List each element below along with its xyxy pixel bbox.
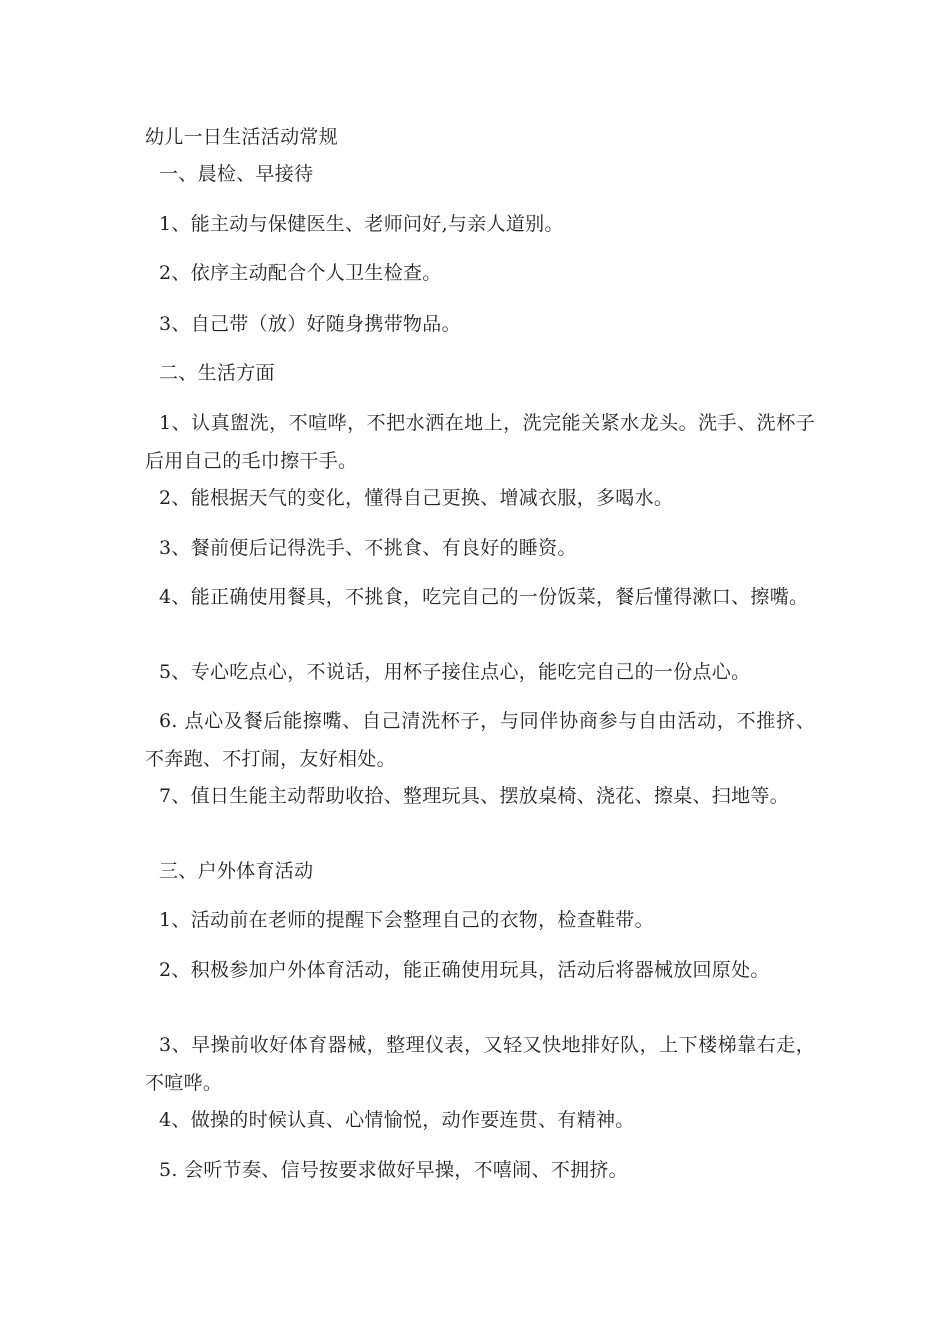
- list-item: 3、自己带（放）好随身携带物品。: [159, 313, 461, 335]
- list-item: 2、能根据天气的变化，懂得自己更换、增减衣服，多喝水。: [159, 487, 674, 509]
- list-item: 1、认真盥洗，不喧哗，不把水洒在地上，洗完能关紧水龙头。洗手、洗杯子后用自己的毛巾擦干手。: [145, 412, 815, 472]
- section-heading: 三、户外体育活动: [159, 860, 314, 882]
- list-item: 3、早操前收好体育器械，整理仪表，又轻又快地排好队，上下楼梯靠右走，不喧哗。: [145, 1034, 815, 1094]
- list-item: 5、专心吃点心，不说话，用杯子接住点心，能吃完自己的一份点心。: [159, 661, 751, 683]
- list-item: 2、依序主动配合个人卫生检查。: [159, 262, 442, 284]
- list-item: 5. 会听节奏、信号按要求做好早操，不嘻闹、不拥挤。: [159, 1159, 628, 1181]
- list-item: 3、餐前便后记得洗手、不挑食、有良好的睡资。: [159, 537, 577, 559]
- section-heading: 一、晨检、早接待: [159, 163, 314, 185]
- list-item: 2、积极参加户外体育活动，能正确使用玩具，活动后将器械放回原处。: [159, 959, 770, 981]
- list-item: 1、活动前在老师的提醒下会整理自己的衣物，检查鞋带。: [159, 909, 654, 931]
- document-title: 幼儿一日生活活动常规: [145, 126, 339, 148]
- list-item: 7、值日生能主动帮助收拾、整理玩具、摆放桌椅、浇花、擦桌、扫地等。: [159, 785, 789, 807]
- list-item: 4、能正确使用餐具，不挑食，吃完自己的一份饭菜，餐后懂得漱口、擦嘴。: [159, 586, 809, 608]
- section-heading: 二、生活方面: [159, 362, 275, 384]
- list-item: 1、能主动与保健医生、老师问好,与亲人道别。: [159, 213, 564, 235]
- list-item: 6. 点心及餐后能擦嘴、自己清洗杯子，与同伴协商参与自由活动，不推挤、不奔跑、不打闹，友好相处。: [145, 710, 815, 770]
- list-item: 4、做操的时候认真、心情愉悦，动作要连贯、有精神。: [159, 1109, 635, 1131]
